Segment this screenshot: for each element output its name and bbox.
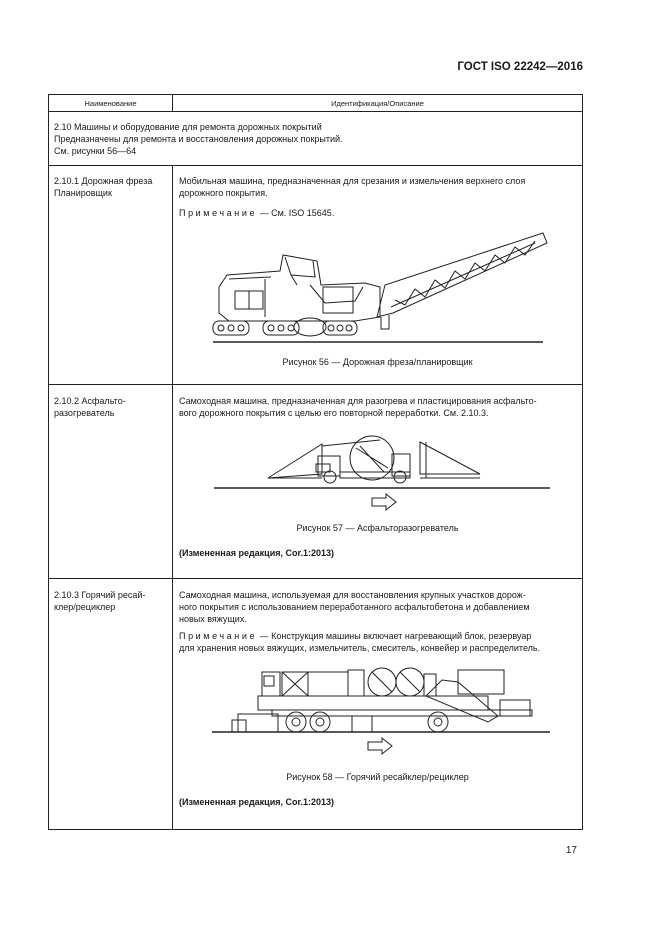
term-name-cont: разогреватель: [54, 408, 115, 418]
term-description-cont: вого дорожного покрытия с целью его повторной переработки. См. 2.10.3.: [179, 408, 489, 418]
figure-caption: Рисунок 58 — Горячий ресайклер/рециклер: [286, 772, 469, 782]
document-code: ГОСТ ISO 22242—2016: [457, 61, 583, 73]
amendment-note: (Измененная редакция, Cor.1:2013): [179, 548, 335, 558]
term-description-cont: ного покрытия с использованием переработанного асфальтобетона и добавлением: [179, 602, 530, 612]
figure-58-hot-recycler: [212, 660, 552, 760]
column-header-description: Идентификация/Описание: [331, 99, 424, 108]
note: [179, 207, 334, 220]
note-text: — Конструкция машины включает нагревающий блок, резервуар: [257, 631, 532, 641]
section-purpose: Предназначены для ремонта и восстановления дорожных покрытий.: [54, 134, 343, 144]
term-name: 2.10.1 Дорожная фреза: [54, 176, 153, 186]
term-description: Самоходная машина, предназначенная для разогрева и пластицирования асфальто-: [179, 396, 537, 406]
figure-caption: Рисунок 56 — Дорожная фреза/планировщик: [282, 357, 473, 367]
term-description: Самоходная машина, используемая для восстановления крупных участков дорож-: [179, 590, 526, 600]
note-label: Примечание: [179, 631, 258, 641]
figure-56-road-milling-machine: [205, 225, 550, 345]
term-name-cont: Планировщик: [54, 188, 112, 198]
term-description-cont: новых вяжущих.: [179, 614, 247, 624]
section-see-figures: См. рисунки 56—64: [54, 146, 137, 156]
note-cont: для хранения новых вяжущих, измельчитель, смеситель, конвейер и распределитель.: [179, 643, 541, 653]
page-number: 17: [565, 845, 577, 856]
term-name: 2.10.3 Горячий ресай-: [54, 590, 146, 600]
term-name: 2.10.2 Асфальто-: [54, 396, 126, 406]
note: [179, 630, 531, 643]
term-name-cont: клер/рециклер: [54, 602, 116, 612]
figure-57-asphalt-heater: [210, 428, 555, 513]
column-header-name: Наименование: [84, 99, 137, 108]
figure-caption: Рисунок 57 — Асфальторазогреватель: [296, 523, 459, 533]
note-label: Примечание: [179, 208, 258, 218]
term-description-cont: дорожного покрытия.: [179, 188, 268, 198]
note-text: — См. ISO 15645.: [257, 208, 335, 218]
amendment-note: (Измененная редакция, Cor.1:2013): [179, 797, 335, 807]
section-title: 2.10 Машины и оборудование для ремонта дорожных покрытий: [54, 122, 322, 132]
term-description: Мобильная машина, предназначенная для срезания и измельчения верхнего слоя: [179, 176, 526, 186]
